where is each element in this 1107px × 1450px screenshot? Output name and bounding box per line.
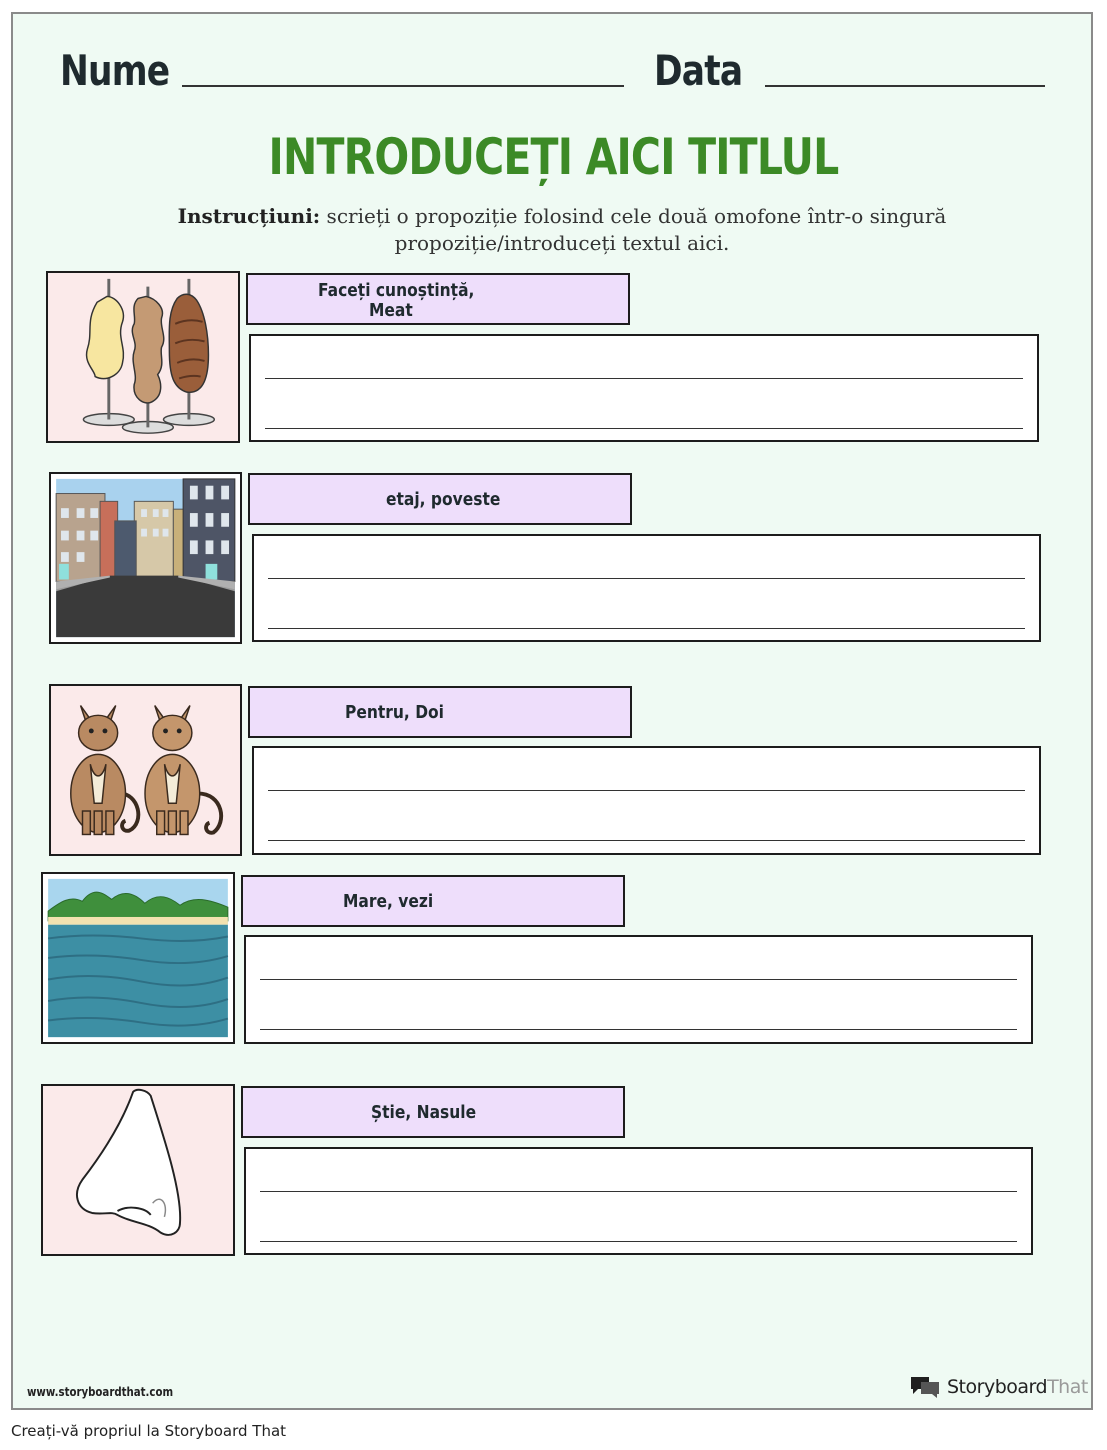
meat-skewers-image [46,271,240,443]
name-label: Nume [60,46,170,95]
date-line[interactable] [765,85,1045,87]
brand-name: StoryboardThat [947,1376,1088,1398]
create-your-own-link[interactable]: Creați-vă propriul la Storyboard That [11,1422,287,1440]
storyboardthat-logo[interactable] [909,1374,1088,1400]
write-line [268,578,1025,579]
answer-box-4[interactable] [244,935,1033,1044]
write-line [260,1241,1017,1242]
homophone-label-text: Mare, vezi [343,891,434,912]
write-line [260,979,1017,980]
page-title[interactable]: INTRODUCEȚI AICI TITLUL [268,128,839,186]
homophone-label-text: Faceți cunoștință, [318,280,475,301]
answer-box-1[interactable] [249,334,1039,442]
write-line [268,628,1025,629]
sea-island-image [41,872,235,1044]
homophone-label-text: Meat [369,300,413,321]
instructions[interactable] [100,203,1024,257]
answer-box-3[interactable] [252,746,1041,855]
write-line [268,790,1025,791]
write-line [260,1191,1017,1192]
homophone-label-1[interactable] [246,273,630,325]
instructions-label: Instrucțiuni: [177,204,321,228]
speech-bubbles-icon [909,1374,941,1400]
answer-box-5[interactable] [244,1147,1033,1255]
answer-box-2[interactable] [252,534,1041,642]
site-url[interactable]: www.storyboardthat.com [27,1385,174,1399]
homophone-label-5[interactable] [241,1086,625,1138]
homophone-label-text: Știe, Nasule [371,1102,477,1123]
homophone-label-text: Pentru, Doi [345,702,444,723]
homophone-label-3[interactable] [248,686,632,738]
instructions-text: scrieți o propoziție folosind cele două omofone într-o singură propoziție/introduceți textul aici. [320,204,947,255]
date-label: Data [654,46,743,95]
write-line [268,840,1025,841]
homophone-label-2[interactable] [248,473,632,525]
city-street-image [49,472,242,644]
nose-image [41,1084,235,1256]
homophone-label-text: etaj, poveste [386,489,501,510]
write-line [265,428,1023,429]
two-cats-image [49,684,242,856]
write-line [260,1029,1017,1030]
name-line[interactable] [182,85,624,87]
write-line [265,378,1023,379]
homophone-label-4[interactable] [241,875,625,927]
